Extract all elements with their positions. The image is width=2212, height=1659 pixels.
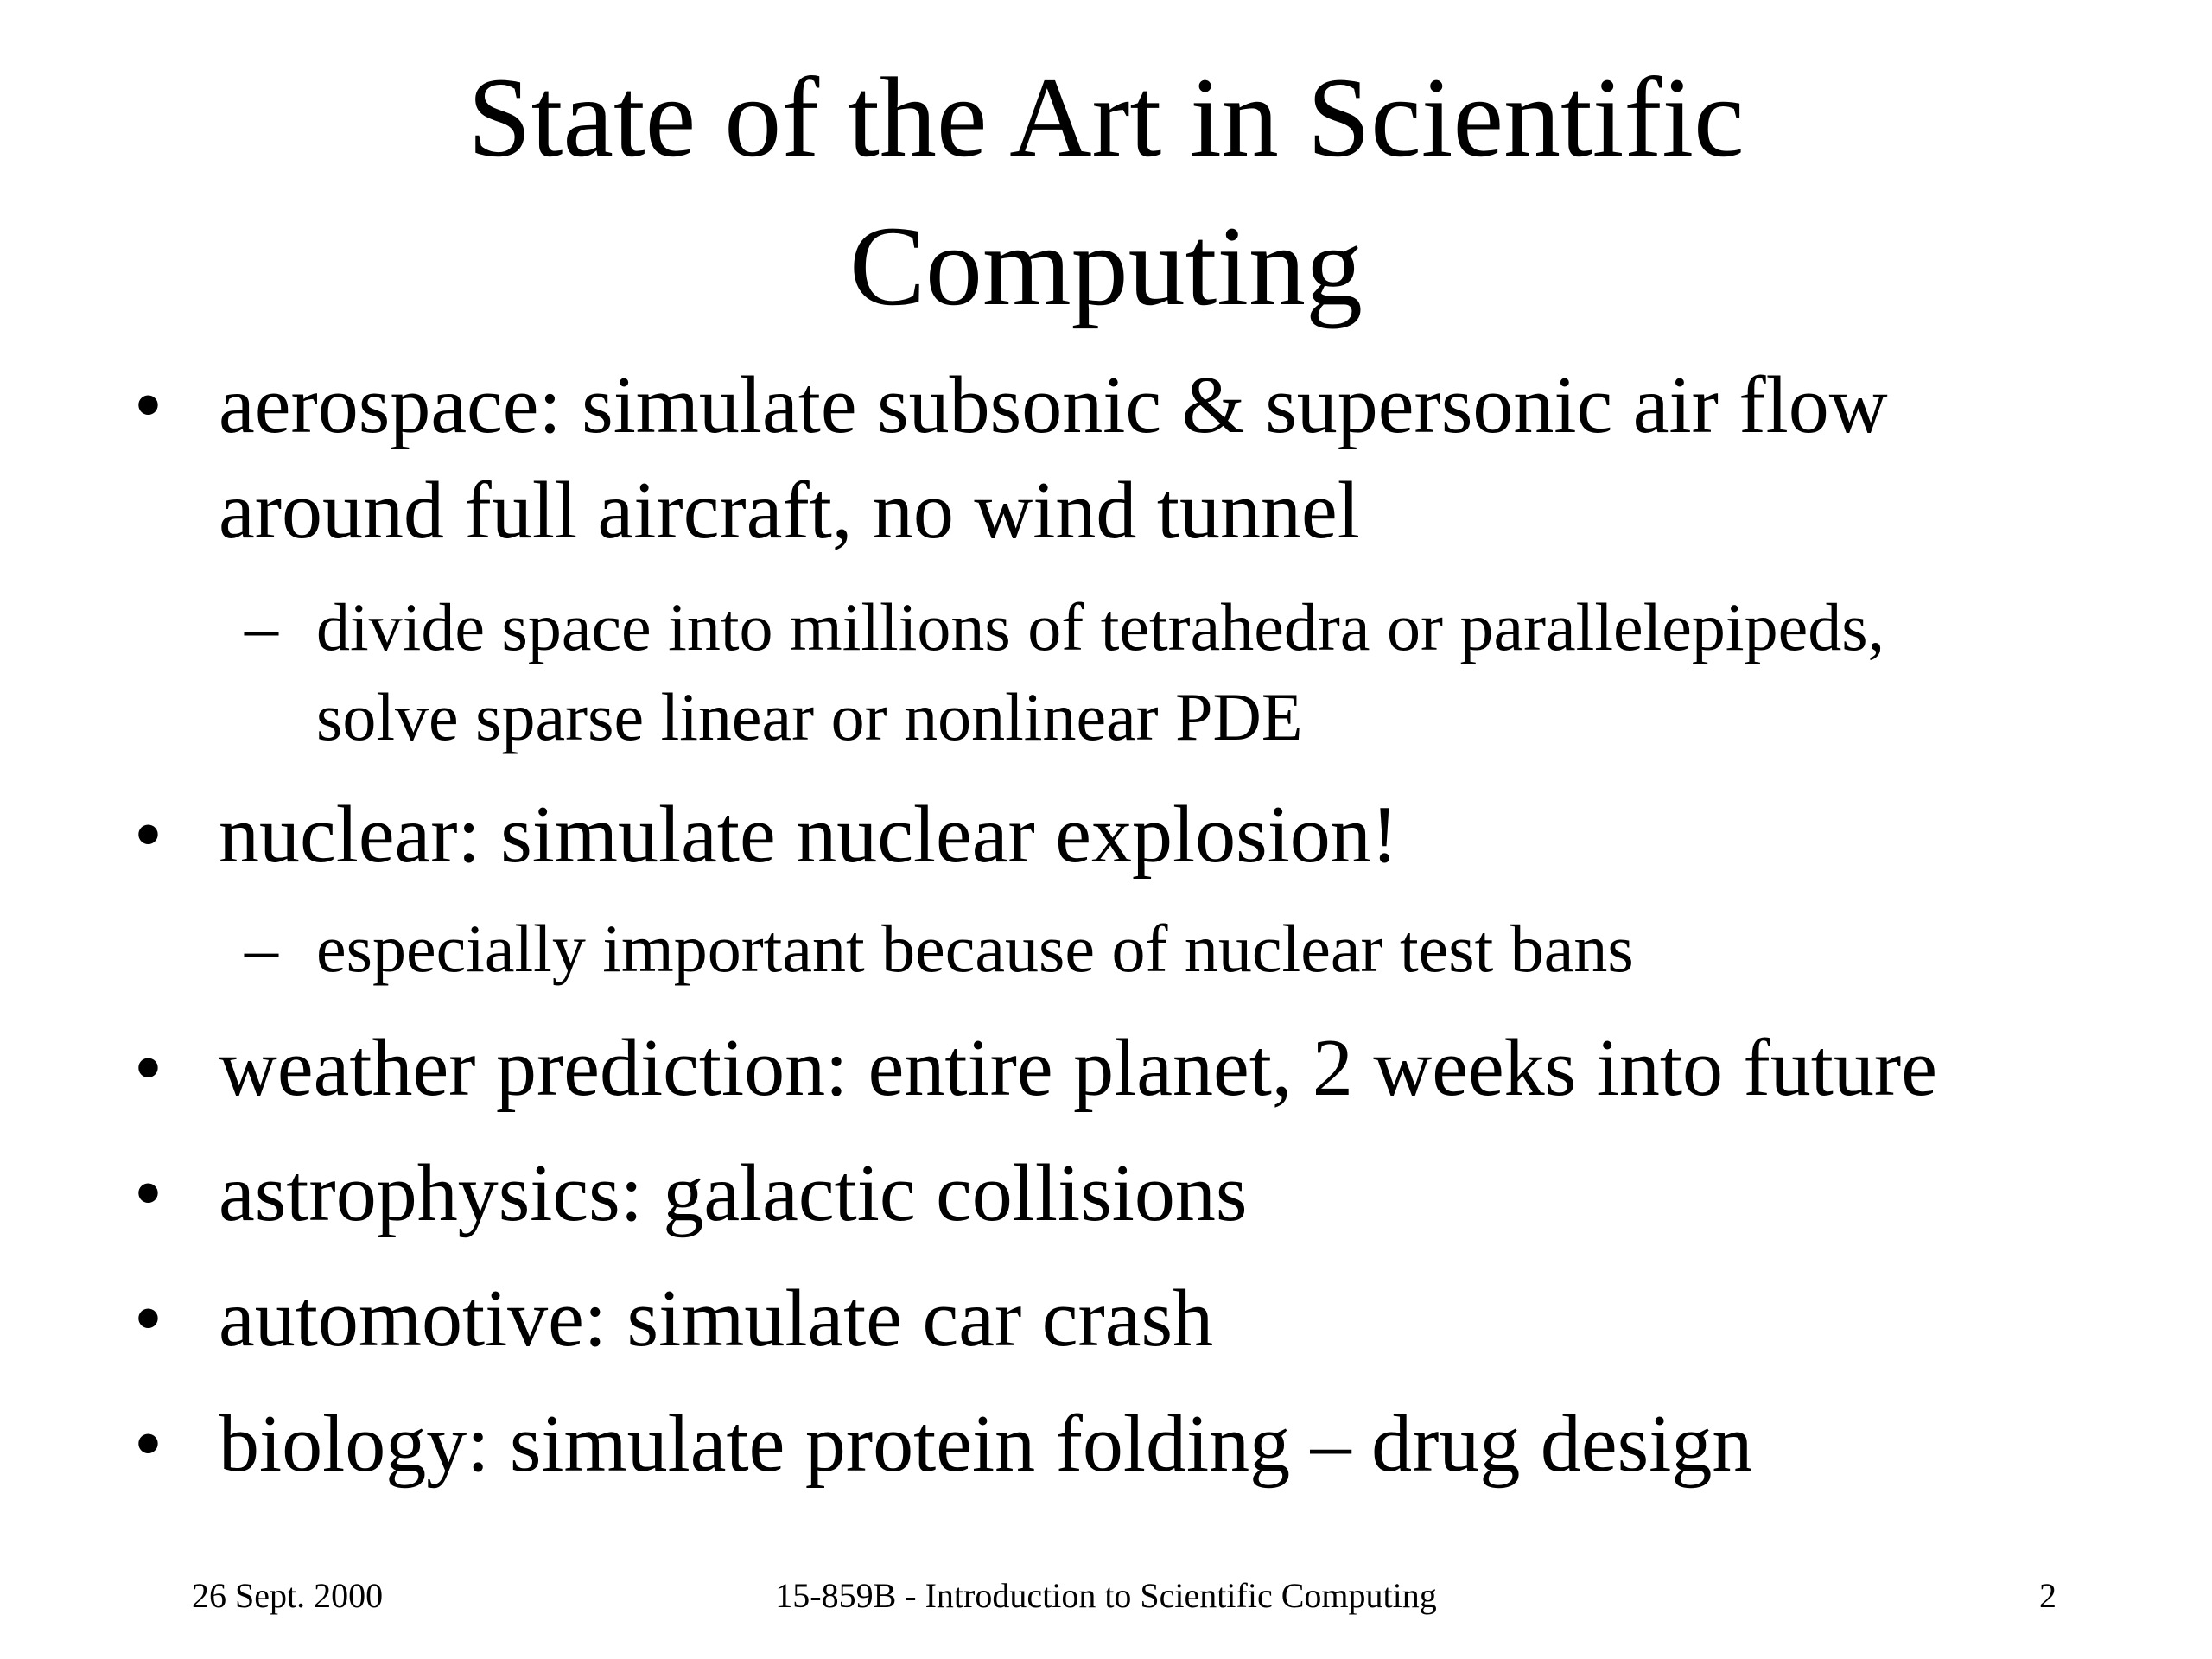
bullet-text-line: weather prediction: entire planet, 2 weeks into future bbox=[219, 1023, 1937, 1113]
bullet-item-nuclear bbox=[0, 782, 2212, 887]
footer-page-number: 2 bbox=[2039, 1576, 2056, 1615]
bullet-text bbox=[219, 353, 2154, 563]
slide-title-line-2: Computing bbox=[849, 202, 1363, 329]
sub-bullet-marker: – bbox=[245, 911, 278, 986]
sub-bullet-item-test-bans bbox=[0, 904, 2212, 994]
bullet-item-astrophysics bbox=[0, 1141, 2212, 1246]
bullet-text bbox=[219, 1391, 2154, 1497]
bullet-marker: • bbox=[134, 790, 162, 880]
bullet-marker: • bbox=[134, 1148, 162, 1238]
bullet-marker: • bbox=[134, 1399, 162, 1489]
slide-title-line-1: State of the Art in Scientific bbox=[467, 54, 1745, 181]
bullet-item-aerospace bbox=[0, 353, 2212, 563]
sub-bullet-text-line: solve sparse linear or nonlinear PDE bbox=[316, 679, 1303, 754]
bullet-text-line: automotive: simulate car crash bbox=[219, 1274, 1214, 1363]
bullet-text-line: around full aircraft, no wind tunnel bbox=[219, 466, 1360, 556]
bullet-marker: • bbox=[134, 360, 162, 450]
bullet-text-line: biology: simulate protein folding – drug design bbox=[219, 1399, 1753, 1489]
bullet-text bbox=[219, 1015, 2154, 1121]
footer-date: 26 Sept. 2000 bbox=[192, 1576, 384, 1615]
sub-bullet-marker: – bbox=[245, 589, 278, 664]
bullet-text-line: astrophysics: galactic collisions bbox=[219, 1148, 1248, 1238]
bullet-item-weather bbox=[0, 1015, 2212, 1121]
bullet-marker: • bbox=[134, 1023, 162, 1113]
sub-bullet-text bbox=[316, 582, 2148, 762]
sub-bullet-item-mesh bbox=[0, 582, 2212, 762]
bullet-text-line: nuclear: simulate nuclear explosion! bbox=[219, 790, 1399, 880]
sub-bullet-text-line: divide space into millions of tetrahedra or parallelepipeds, bbox=[316, 589, 1885, 664]
bullet-text bbox=[219, 1141, 2154, 1246]
bullet-text bbox=[219, 1266, 2154, 1371]
bullet-marker: • bbox=[134, 1274, 162, 1363]
sub-bullet-text bbox=[316, 904, 2148, 994]
bullet-item-biology bbox=[0, 1391, 2212, 1497]
sub-bullet-text-line: especially important because of nuclear test bans bbox=[316, 911, 1634, 986]
footer-course-title: 15-859B - Introduction to Scientific Computing bbox=[775, 1576, 1437, 1615]
bullet-text bbox=[219, 782, 2154, 887]
bullet-item-automotive bbox=[0, 1266, 2212, 1371]
bullet-text-line: aerospace: simulate subsonic & supersonic air flow bbox=[219, 360, 1888, 450]
